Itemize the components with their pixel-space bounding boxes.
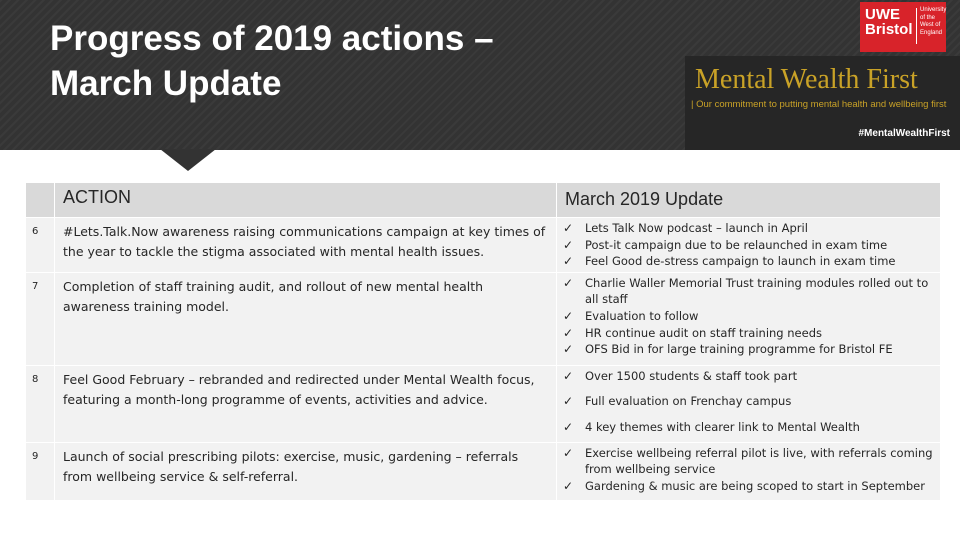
row-number: 8 bbox=[26, 365, 55, 442]
update-item: ✓ Exercise wellbeing referral pilot is live, with referrals coming from wellbeing service bbox=[563, 445, 933, 477]
uwe-logo-small-2: of the bbox=[920, 14, 936, 21]
row-updates bbox=[557, 442, 941, 500]
table-row bbox=[26, 365, 941, 442]
header-update: March 2019 Update bbox=[557, 183, 941, 218]
update-item: ✓ Over 1500 students & staff took part bbox=[563, 368, 798, 383]
row-action: #Lets.Talk.Now awareness raising communications campaign at key times of the year to tackle the stigma associated with mental health issues. bbox=[55, 218, 557, 273]
row-action: Launch of social prescribing pilots: exercise, music, gardening – referrals from wellbeing service & self-referral. bbox=[55, 442, 557, 500]
header-number bbox=[26, 183, 55, 218]
update-item: ✓ Feel Good de-stress campaign to launch in exam time bbox=[563, 254, 896, 269]
page-title-line-1: Progress of 2019 actions – bbox=[50, 19, 494, 58]
table-row bbox=[26, 272, 941, 365]
mental-wealth-title: Mental Wealth First bbox=[695, 64, 918, 95]
checkmark-icon: ✓ bbox=[563, 368, 574, 383]
update-item: ✓ 4 key themes with clearer link to Mental Wealth bbox=[563, 419, 860, 434]
checkmark-icon: ✓ bbox=[563, 254, 574, 269]
checkmark-icon: ✓ bbox=[563, 342, 574, 357]
table-row bbox=[26, 442, 941, 500]
checkmark-icon: ✓ bbox=[563, 419, 574, 434]
update-item: ✓ Lets Talk Now podcast – launch in April bbox=[563, 221, 808, 235]
update-item: ✓ HR continue audit on staff training needs bbox=[563, 325, 822, 340]
table-header-row bbox=[26, 183, 941, 218]
uwe-logo-small-4: England bbox=[920, 29, 943, 36]
row-number: 9 bbox=[26, 442, 55, 500]
row-action: Feel Good February – rebranded and redirected under Mental Wealth focus, featuring a month-long programme of events, activities and advice. bbox=[55, 365, 557, 442]
uwe-logo-small-3: West of bbox=[920, 22, 941, 28]
uwe-logo-divider bbox=[916, 8, 917, 44]
mental-wealth-hashtag: #MentalWealthFirst bbox=[858, 128, 950, 139]
page-title bbox=[50, 16, 670, 106]
row-updates bbox=[557, 272, 941, 365]
row-updates bbox=[557, 218, 941, 273]
checkmark-icon: ✓ bbox=[563, 275, 574, 290]
update-item: ✓ Full evaluation on Frenchay campus bbox=[563, 394, 792, 409]
table-row bbox=[26, 218, 941, 273]
update-item: ✓ Post-it campaign due to be relaunched in exam time bbox=[563, 237, 888, 252]
update-item: ✓ Charlie Waller Memorial Trust training modules rolled out to all staff bbox=[563, 275, 929, 307]
row-number: 6 bbox=[26, 218, 55, 273]
mental-wealth-subtitle: | Our commitment to putting mental health and wellbeing first bbox=[691, 99, 947, 110]
uwe-logo-small-1: University bbox=[920, 7, 947, 13]
update-item: ✓ OFS Bid in for large training programme for Bristol FE bbox=[563, 342, 893, 357]
uwe-bristol-logo bbox=[860, 2, 946, 52]
checkmark-icon: ✓ bbox=[563, 445, 574, 460]
checkmark-icon: ✓ bbox=[563, 478, 574, 493]
row-updates bbox=[557, 365, 941, 442]
row-number: 7 bbox=[26, 272, 55, 365]
checkmark-icon: ✓ bbox=[563, 221, 574, 235]
row-action: Completion of staff training audit, and rollout of new mental health awareness training model. bbox=[55, 272, 557, 365]
checkmark-icon: ✓ bbox=[563, 237, 574, 252]
uwe-logo-name-line-1: UWE bbox=[865, 6, 900, 23]
checkmark-icon: ✓ bbox=[563, 325, 574, 340]
actions-table bbox=[25, 182, 941, 501]
mental-wealth-first-banner bbox=[685, 56, 960, 150]
checkmark-icon: ✓ bbox=[563, 394, 574, 409]
update-item: ✓ Gardening & music are being scoped to start in September bbox=[563, 478, 925, 493]
header-pointer bbox=[160, 149, 216, 171]
checkmark-icon: ✓ bbox=[563, 308, 574, 323]
header-action: ACTION bbox=[55, 183, 557, 218]
update-item: ✓ Evaluation to follow bbox=[563, 308, 699, 323]
uwe-logo-name-line-2: Bristol bbox=[865, 21, 913, 38]
page-title-line-2: March Update bbox=[50, 64, 282, 103]
